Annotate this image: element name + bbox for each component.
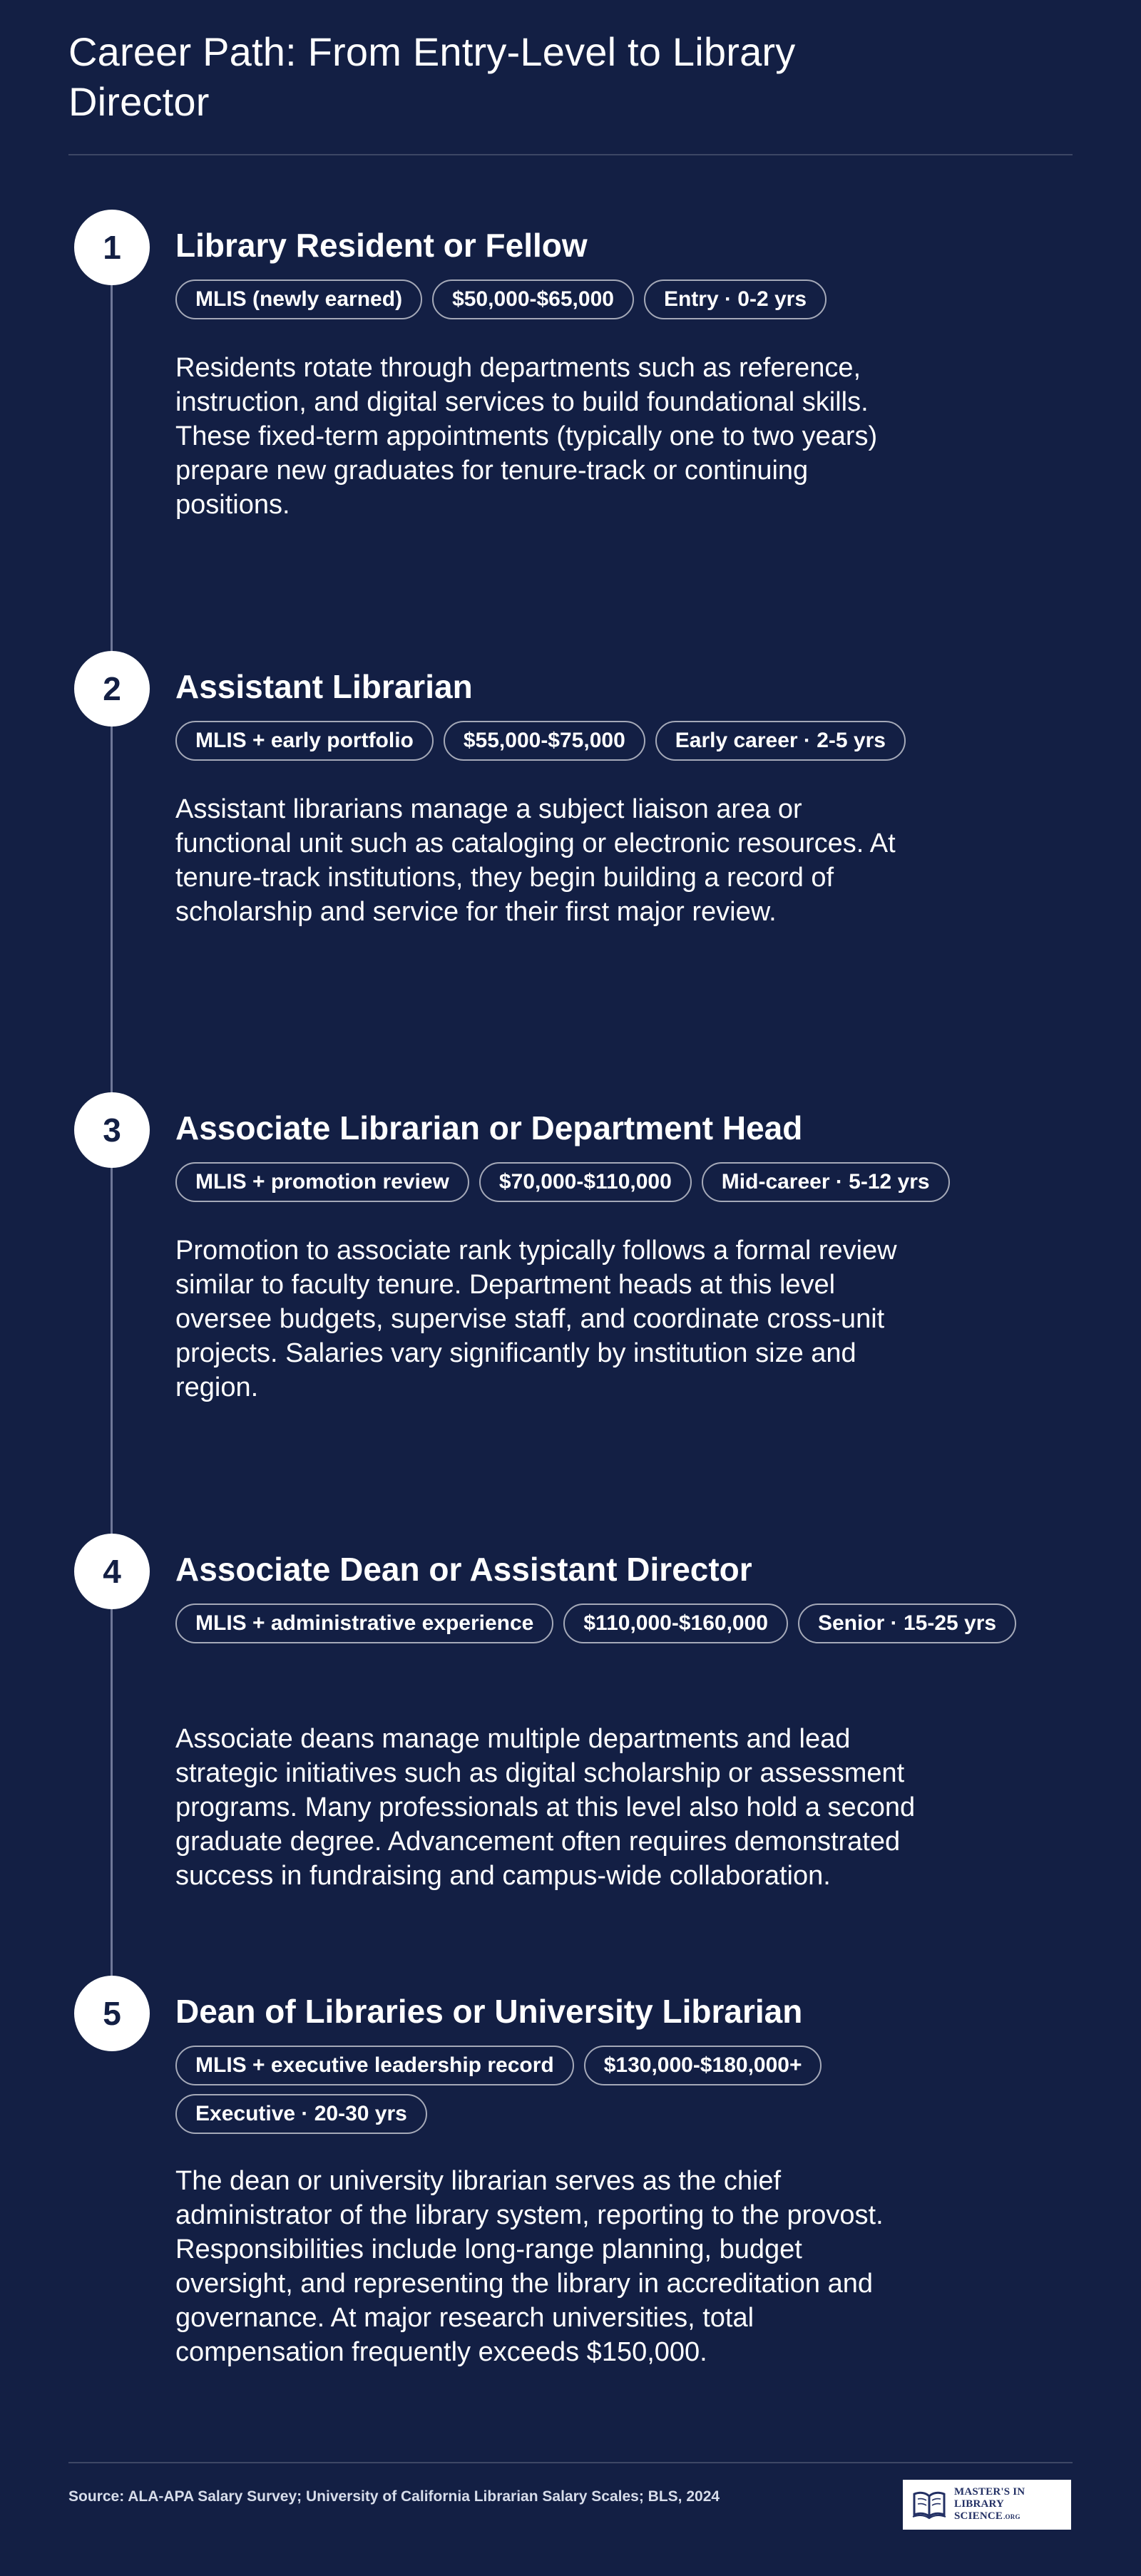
step-description: Assistant librarians manage a subject liaison area or functional unit such as cataloging or electronic resources. At tenure-track institutions, they begin building a record of scholarship and service for their first major review. bbox=[175, 794, 896, 927]
salary-tag: $70,000-$110,000 bbox=[479, 1162, 692, 1202]
step-number-badge: 3 bbox=[74, 1092, 150, 1168]
open-book-icon bbox=[911, 2490, 947, 2520]
salary-tag: $130,000-$180,000+ bbox=[584, 2046, 822, 2085]
logo-line-2-text: LIBRARY SCIENCE bbox=[954, 2498, 1004, 2522]
step-tags bbox=[175, 1162, 1017, 1202]
salary-tag: $50,000-$65,000 bbox=[432, 279, 634, 319]
step-tags bbox=[175, 721, 1017, 761]
experience-tag: Executive · 20-30 yrs bbox=[175, 2094, 427, 2134]
logo-domain-suffix: .ORG bbox=[1003, 2513, 1020, 2520]
step-tags bbox=[175, 1603, 1017, 1643]
step-tags bbox=[175, 279, 1017, 319]
salary-tag: $110,000-$160,000 bbox=[563, 1603, 788, 1643]
footer-divider bbox=[68, 2462, 1073, 2463]
education-tag: MLIS (newly earned) bbox=[175, 279, 422, 319]
education-tag: MLIS + promotion review bbox=[175, 1162, 469, 1202]
education-tag: MLIS + administrative experience bbox=[175, 1603, 553, 1643]
logo-line-2 bbox=[954, 2498, 1063, 2523]
step-description: Associate deans manage multiple departments and lead strategic initiatives such as digital scholarship or assessment programs. Many professionals at this level also hold a second graduate degree. Advancement often requires demonstrated success in fundraising and campus-wide collaboration. bbox=[175, 1724, 916, 1891]
step-description: Promotion to associate rank typically follows a formal review similar to faculty tenure. Department heads at this level oversee budgets, supervise staff, and coordinate cross-unit projects. Salaries vary significantly by institution size and region. bbox=[175, 1236, 897, 1402]
step-number-badge: 1 bbox=[74, 210, 150, 285]
logo-line-1: MASTER'S IN bbox=[954, 2486, 1025, 2498]
experience-tag: Senior · 15-25 yrs bbox=[798, 1603, 1016, 1643]
step-number-badge: 5 bbox=[74, 1976, 150, 2051]
experience-tag: Mid-career · 5-12 yrs bbox=[702, 1162, 950, 1202]
experience-tag: Entry · 0-2 yrs bbox=[644, 279, 827, 319]
step-description: The dean or university librarian serves as the chief administrator of the library system, reporting to the provost. Responsibilities include long-range planning, budget oversight, and representing the library in accreditation and governance. At major research universities, total compensation frequently exceeds $150,000. bbox=[175, 2166, 884, 2367]
step-number-badge: 2 bbox=[74, 651, 150, 727]
step-description: Residents rotate through departments such as reference, instruction, and digital services to build foundational skills. These fixed-term appointments (typically one to two years) prepare new graduates for tenure-track or continuing positions. bbox=[175, 353, 878, 520]
header-divider bbox=[68, 154, 1073, 155]
education-tag: MLIS + early portfolio bbox=[175, 721, 434, 761]
step-tags bbox=[175, 2046, 1017, 2134]
page-title: Career Path: From Entry-Level to Library Director bbox=[68, 29, 796, 124]
step-title: Assistant Librarian bbox=[175, 668, 473, 705]
step-title: Library Resident or Fellow bbox=[175, 227, 588, 264]
step-number-badge: 4 bbox=[74, 1534, 150, 1609]
source-citation: Source: ALA-APA Salary Survey; University of California Librarian Salary Scales; BLS, 2024 bbox=[68, 2488, 720, 2505]
step-title: Associate Dean or Assistant Director bbox=[175, 1551, 752, 1588]
step-title: Associate Librarian or Department Head bbox=[175, 1109, 803, 1146]
step-title: Dean of Libraries or University Librarian bbox=[175, 1993, 803, 2030]
salary-tag: $55,000-$75,000 bbox=[444, 721, 645, 761]
experience-tag: Early career · 2-5 yrs bbox=[655, 721, 906, 761]
education-tag: MLIS + executive leadership record bbox=[175, 2046, 574, 2085]
logo-wordmark bbox=[954, 2486, 1063, 2523]
site-logo bbox=[903, 2480, 1071, 2530]
